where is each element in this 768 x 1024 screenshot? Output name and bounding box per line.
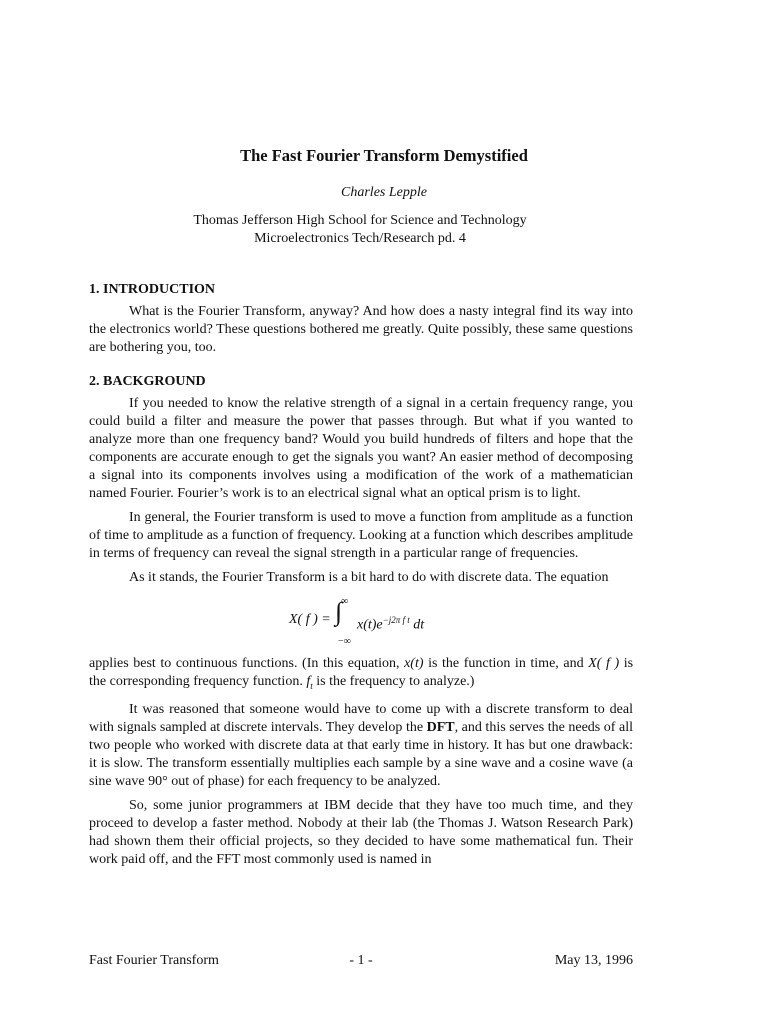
background-paragraph-6: So, some junior programmers at IBM decide that they have too much time, and they proceed to develop a faster method. Nobody at their lab (the Thomas J. Watson Research Park) had shown them their official projects, so they decided to have some mathematical fun. Their work paid off, and the FFT most commonly used is named in	[89, 797, 633, 867]
exponent: −j2π f t	[382, 615, 410, 625]
background-paragraph-4: applies best to continuous functions. (In this equation, x(t) is the function in time, and X( f ) is the corresponding frequency function. $f_t$ is the frequency to analyze.)	[89, 656, 634, 691]
footer-date: May 13, 1996	[554, 953, 633, 968]
equation-rhs: $x(t)e^{-j2\pi f t}$ dt	[357, 615, 425, 633]
section-heading-background: 2. BACKGROUND	[89, 374, 206, 389]
fourier-equation	[89, 593, 633, 651]
background-paragraph-1: If you needed to know the relative strength of a signal in a certain frequency range, you could build a filter and measure the power that passes through. But what if you wanted to analyze more than one frequency band? Would you build hundreds of filters and hope that the components are accurate enough to get the signals you want? An easier method of decomposing a signal into its components involves using a modification of the work of a mathematician named Fourier. Fourier’s work is to an electrical signal what an optical prism is to light.	[89, 396, 633, 501]
body-column	[89, 281, 633, 875]
equation-lhs: X( f ) =	[289, 612, 331, 627]
integral-upper-limit: ∞	[341, 596, 349, 607]
integral-lower-limit: −∞	[338, 636, 351, 647]
integral-sign: ∫	[335, 597, 343, 626]
background-paragraph-3: As it stands, the Fourier Transform is a bit hard to do with discrete data. The equation	[129, 570, 609, 585]
affiliation-line-2: Microelectronics Tech/Research pd. 4	[254, 231, 466, 246]
author-name: Charles Lepple	[341, 185, 427, 200]
intro-paragraph: What is the Fourier Transform, anyway? And how does a nasty integral find its way into the electronics world? These questions bothered me greatly. Quite possibly, these same questions are bothering you, too.	[89, 304, 633, 355]
affiliation	[0, 212, 720, 248]
section-heading-introduction: 1. INTRODUCTION	[89, 282, 216, 297]
background-paragraph-5: It was reasoned that someone would have to come up with a discrete transform to deal with signals sampled at discrete intervals. They develop the DFT, and this serves the needs of all two people who worked with discrete data at that early time in history. It has but one drawback: it is slow. The transform essentially multiplies each sample by a sine wave and a cosine wave (a sine wave 90° out of phase) for each frequency to be analyzed.	[89, 701, 634, 789]
page-number: - 1 -	[349, 953, 373, 968]
paper-title: The Fast Fourier Transform Demystified	[240, 146, 528, 165]
affiliation-line-1: Thomas Jefferson High School for Science and Technology	[193, 213, 527, 228]
footer-left: Fast Fourier Transform	[89, 953, 219, 968]
dft-term: DFT	[426, 719, 455, 735]
background-paragraph-2: In general, the Fourier transform is used to move a function from amplitude as a function of time to amplitude as a function of frequency. Looking at a function which describes amplitude in terms of frequency can reveal the signal strength in a particular range of frequencies.	[89, 510, 633, 561]
